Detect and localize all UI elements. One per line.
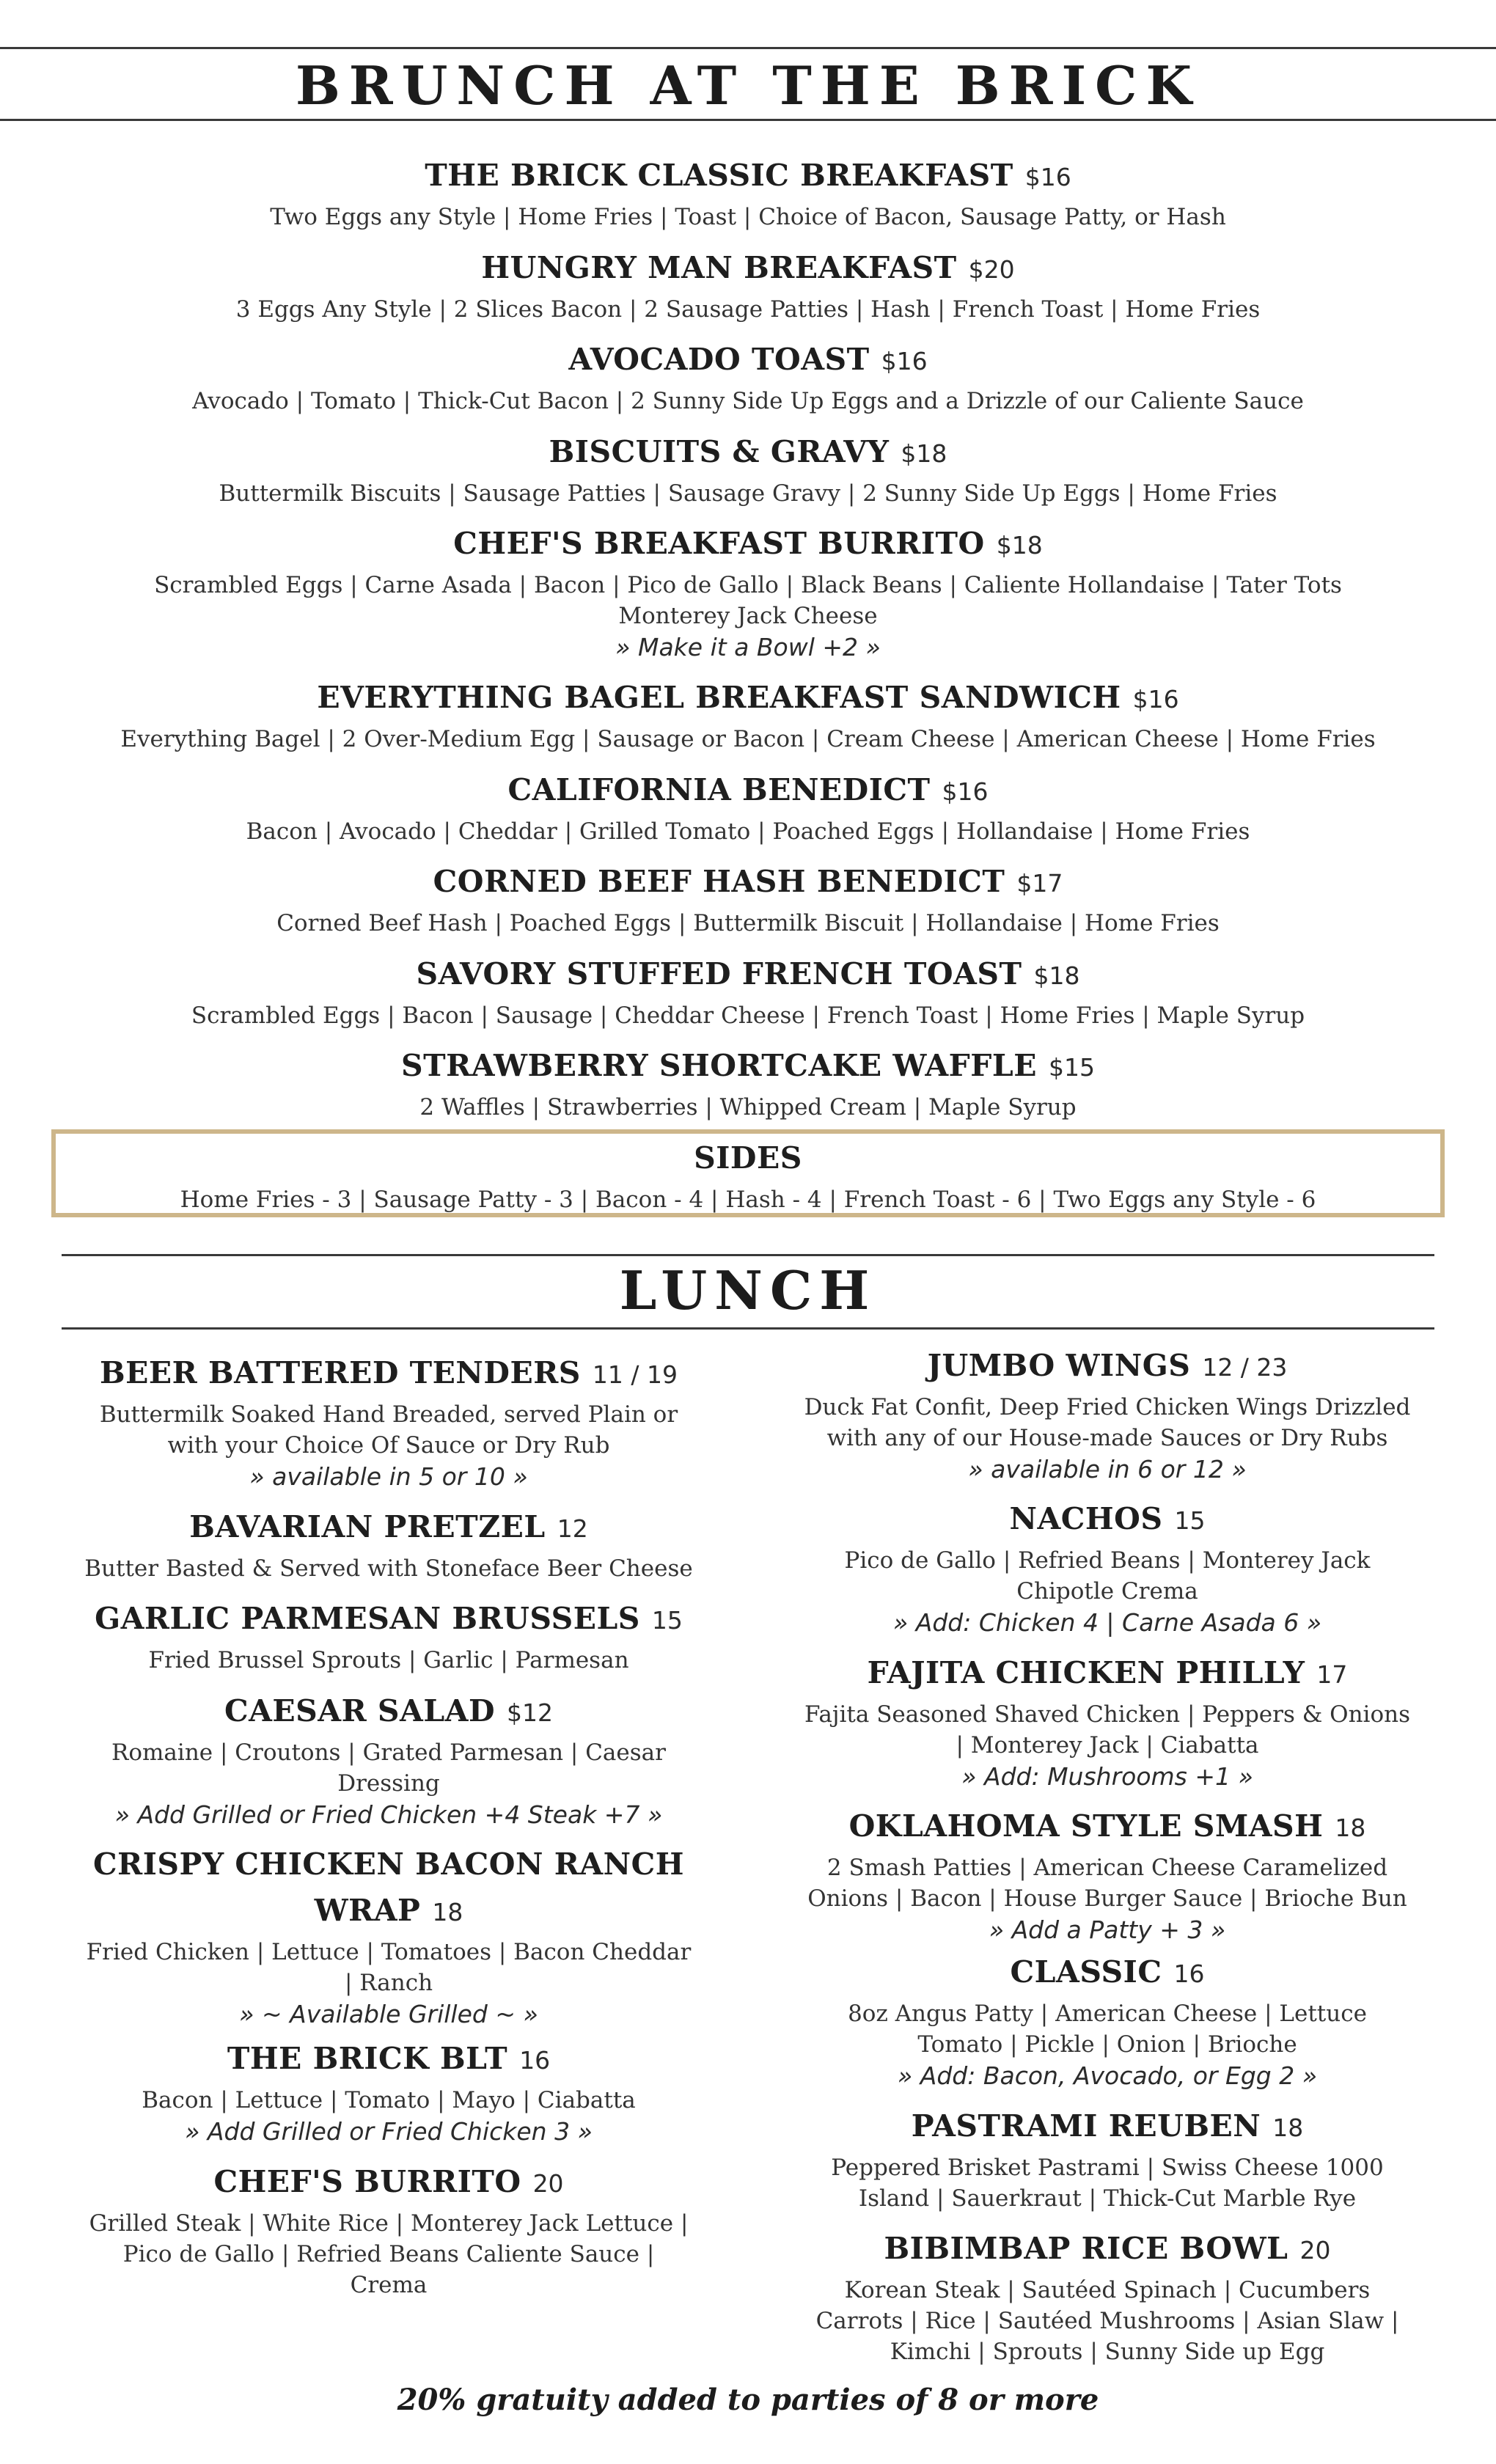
sides-list: Home Fries - 3 | Sausage Patty - 3 | Bacon - 4 | Hash - 4 | French Toast - 6 | Two Eggs any Style - 6 [180,1187,1316,1213]
item-price: $18 [901,439,947,468]
item-name: NACHOS [1009,1501,1163,1536]
menu-item-bavarian-pretzel [59,1507,719,1584]
menu-item-bagel-sandwich [44,678,1452,755]
menu-item-pastrami-reuben [777,2106,1437,2214]
menu-item-bibimbap-bowl [777,2229,1437,2367]
item-name: BAVARIAN PRETZEL [189,1509,546,1544]
item-price: $20 [968,255,1015,284]
item-price: 16 [1173,1959,1205,1988]
menu-item-classic-burger [777,1952,1437,2092]
item-name: STRAWBERRY SHORTCAKE WAFFLE [401,1048,1037,1083]
item-price: 17 [1316,1660,1348,1689]
item-price: $15 [1048,1053,1095,1082]
item-description: 2 Waffles | Strawberries | Whipped Cream | Maple Syrup [419,1094,1077,1121]
item-name: CLASSIC [1010,1954,1162,1990]
gratuity-note: 20% gratuity added to parties of 8 or more [397,2383,1099,2417]
item-note: » Add Grilled or Fried Chicken +4 Steak +7 » [114,1800,663,1829]
item-description: Pico de Gallo | Refried Beans | Monterey Jack [844,1547,1371,1574]
item-description: | Ranch [344,1970,433,1996]
menu-item-garlic-parmesan-brussels [59,1599,719,1676]
item-description: Peppered Brisket Pastrami | Swiss Cheese 1000 [831,2155,1384,2181]
item-name: CHEF'S BREAKFAST BURRITO [453,526,985,561]
item-price: 11 / 19 [592,1360,678,1389]
item-description: Dressing [337,1770,440,1797]
item-price: $16 [1024,163,1071,191]
item-price: 12 / 23 [1202,1353,1288,1382]
item-price: $16 [942,777,989,806]
item-name: BEER BATTERED TENDERS [99,1355,581,1390]
menu-item-brick-blt [59,2039,719,2148]
menu-item-chefs-burrito [59,2162,719,2300]
item-price: $18 [996,531,1043,560]
menu-item-classic-breakfast [44,155,1452,232]
item-name: SAVORY STUFFED FRENCH TOAST [416,956,1022,991]
item-name: CAESAR SALAD [224,1693,496,1728]
brunch-title: BRUNCH AT THE BRICK [295,54,1201,117]
item-description: Kimchi | Sprouts | Sunny Side up Egg [890,2339,1325,2365]
item-description: Tomato | Pickle | Onion | Brioche [917,2031,1297,2058]
item-price: $18 [1033,961,1080,990]
item-price: 18 [1272,2113,1304,2142]
item-description: Duck Fat Confit, Deep Fried Chicken Wings Drizzled [804,1394,1411,1420]
item-note: » Add: Mushrooms +1 » [961,1762,1253,1791]
item-price: 18 [432,1898,463,1926]
item-description: Scrambled Eggs | Carne Asada | Bacon | Pico de Gallo | Black Beans | Caliente Hollandaise | Tater Tots [154,572,1342,598]
item-description: Grilled Steak | White Rice | Monterey Jack Lettuce | [89,2210,689,2237]
item-name: CRISPY CHICKEN BACON RANCH WRAP [93,1847,684,1928]
menu-item-nachos [777,1499,1437,1639]
item-description: Bacon | Avocado | Cheddar | Grilled Tomato | Poached Eggs | Hollandaise | Home Fries [246,818,1250,845]
item-name: CORNED BEEF HASH BENEDICT [433,864,1005,899]
item-price: 20 [532,2169,564,2198]
lunch-title: LUNCH [619,1259,877,1321]
item-description: Chipotle Crema [1016,1578,1198,1605]
item-name: HUNGRY MAN BREAKFAST [481,250,957,285]
item-description: Buttermilk Biscuits | Sausage Patties | Sausage Gravy | 2 Sunny Side Up Eggs | Home Fries [219,480,1277,507]
item-price: 20 [1299,2236,1331,2265]
item-note: » Add: Chicken 4 | Carne Asada 6 » [892,1608,1322,1637]
item-price: $16 [1132,685,1179,714]
item-note: » ~ Available Grilled ~ » [239,2000,538,2028]
item-description: 8oz Angus Patty | American Cheese | Lettuce [848,2001,1367,2027]
item-description: Corned Beef Hash | Poached Eggs | Buttermilk Biscuit | Hollandaise | Home Fries [276,910,1220,936]
item-name: FAJITA CHICKEN PHILLY [867,1655,1305,1690]
item-name: CALIFORNIA BENEDICT [507,772,931,807]
item-description: with any of our House-made Sauces or Dry Rubs [826,1425,1388,1451]
item-name: THE BRICK CLASSIC BREAKFAST [425,158,1013,193]
menu-item-caesar-salad [59,1691,719,1831]
item-price: $16 [881,347,928,375]
item-name: CHEF'S BURRITO [213,2164,521,2199]
item-description: Fajita Seasoned Shaved Chicken | Peppers & Onions [804,1701,1410,1728]
item-description: Everything Bagel | 2 Over-Medium Egg | Sausage or Bacon | Cream Cheese | American Cheese | Home Fries [120,726,1376,752]
item-description: Fried Chicken | Lettuce | Tomatoes | Bacon Cheddar [86,1939,692,1965]
item-description: | Monterey Jack | Ciabatta [956,1732,1259,1759]
item-price: 15 [1174,1506,1206,1535]
sides-title: SIDES [694,1140,802,1176]
menu-item-shortcake-waffle [44,1046,1452,1123]
menu-item-beer-battered-tenders [59,1353,719,1493]
item-description: Crema [350,2272,428,2298]
item-description: 3 Eggs Any Style | 2 Slices Bacon | 2 Sausage Patties | Hash | French Toast | Home Fries [235,296,1261,323]
item-price: 12 [557,1514,588,1543]
item-description: 2 Smash Patties | American Cheese Caramelized [826,1855,1388,1881]
item-name: GARLIC PARMESAN BRUSSELS [95,1601,640,1636]
item-note: » Add: Bacon, Avocado, or Egg 2 » [897,2061,1318,2090]
item-note: » available in 5 or 10 » [249,1462,528,1491]
item-note: » Add a Patty + 3 » [989,1915,1226,1944]
item-name: BISCUITS & GRAVY [549,434,890,469]
menu-item-biscuits-gravy [44,432,1452,509]
item-description: Island | Sauerkraut | Thick-Cut Marble Rye [858,2185,1357,2212]
lunch-top-rule [62,1254,1434,1256]
item-description: Scrambled Eggs | Bacon | Sausage | Cheddar Cheese | French Toast | Home Fries | Maple Syrup [191,1002,1305,1029]
brunch-bottom-rule [0,119,1496,121]
item-description: Onions | Bacon | House Burger Sauce | Brioche Bun [807,1885,1407,1912]
menu-item-avocado-toast [44,340,1452,417]
item-price: $12 [507,1698,554,1727]
menu-item-hungry-man [44,248,1452,325]
item-price: 16 [519,2046,551,2075]
item-name: OKLAHOMA STYLE SMASH [848,1808,1324,1844]
lunch-bottom-rule [62,1327,1434,1330]
item-name: BIBIMBAP RICE BOWL [884,2231,1288,2266]
item-description: Avocado | Tomato | Thick-Cut Bacon | 2 Sunny Side Up Eggs and a Drizzle of our Caliente Sauce [192,388,1304,414]
menu-item-corned-beef-benedict [44,862,1452,939]
sides-box [51,1129,1445,1217]
menu-item-jumbo-wings [777,1346,1437,1486]
menu-item-fajita-chicken-philly [777,1653,1437,1793]
item-note: » Make it a Bowl +2 » [615,633,881,661]
menu-item-stuffed-french-toast [44,954,1452,1031]
item-name: EVERYTHING BAGEL BREAKFAST SANDWICH [317,680,1121,715]
item-description: with your Choice Of Sauce or Dry Rub [167,1432,610,1459]
menu-item-breakfast-burrito [44,524,1452,664]
menu-item-oklahoma-smash [777,1806,1437,1946]
item-description: Carrots | Rice | Sautéed Mushrooms | Asian Slaw | [815,2308,1399,2334]
item-price: 15 [651,1606,683,1635]
item-name: JUMBO WINGS [927,1348,1191,1383]
item-name: AVOCADO TOAST [568,342,870,377]
item-description: Pico de Gallo | Refried Beans Caliente Sauce | [122,2241,655,2267]
item-description: Korean Steak | Sautéed Spinach | Cucumbers [844,2277,1371,2303]
brunch-top-rule [0,47,1496,49]
item-description: Monterey Jack Cheese [618,603,878,629]
menu-item-crispy-chicken-wrap [59,1844,719,2031]
item-name: PASTRAMI REUBEN [911,2108,1261,2144]
item-description: Two Eggs any Style | Home Fries | Toast | Choice of Bacon, Sausage Patty, or Hash [270,204,1226,230]
item-price: $17 [1016,869,1063,898]
item-description: Fried Brussel Sprouts | Garlic | Parmesan [148,1647,629,1673]
item-description: Bacon | Lettuce | Tomato | Mayo | Ciabatta [142,2087,636,2113]
item-price: 18 [1335,1814,1366,1842]
menu-item-california-benedict [44,770,1452,847]
item-description: Romaine | Croutons | Grated Parmesan | Caesar [111,1739,666,1766]
item-note: » available in 6 or 12 » [968,1455,1247,1484]
item-description: Butter Basted & Served with Stoneface Beer Cheese [84,1555,693,1582]
item-description: Buttermilk Soaked Hand Breaded, served Plain or [99,1401,678,1428]
item-name: THE BRICK BLT [227,2041,508,2076]
item-note: » Add Grilled or Fried Chicken 3 » [185,2117,593,2146]
